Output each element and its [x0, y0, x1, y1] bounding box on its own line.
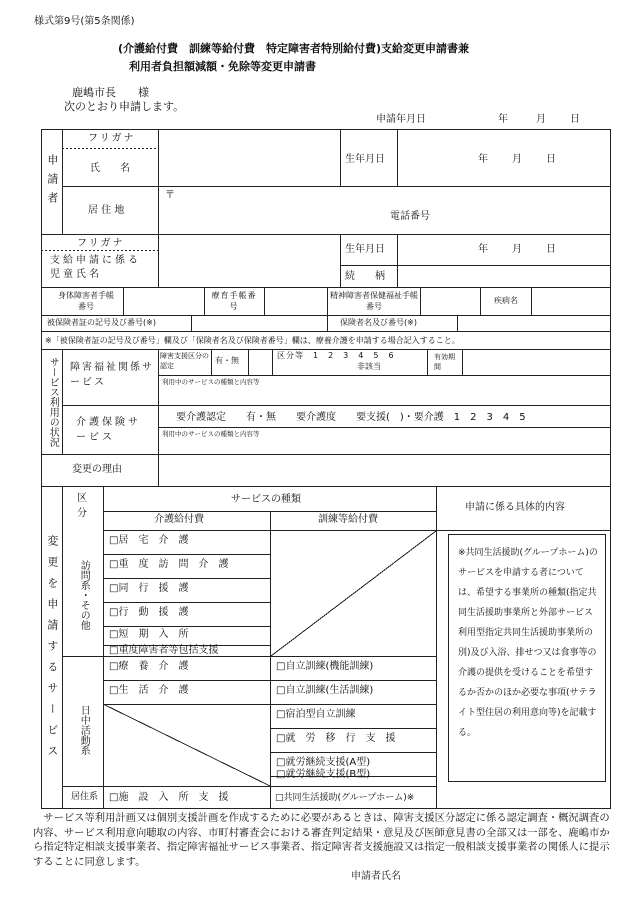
- care-benefits-header: 介護給付費: [154, 514, 204, 525]
- service-item-life-training[interactable]: □自立訓練(生活訓練): [276, 685, 374, 696]
- application-year: 年: [498, 114, 508, 125]
- care-certification-row: 要介護認定 有・無 要介護度 要支援( )・要介護 1 2 3 4 5: [176, 412, 526, 423]
- intro-text: 次のとおり申請します。: [64, 100, 185, 113]
- physical-cert-label: 身体障害者手帳番号: [58, 291, 114, 311]
- child-birthdate-label: 生年月日: [345, 244, 385, 255]
- service-item-daily-life-care[interactable]: □生 活 介 護: [109, 685, 189, 696]
- applicant-birth-year: 年: [478, 154, 488, 165]
- application-month: 月: [536, 114, 546, 125]
- child-birth-month: 月: [512, 244, 522, 255]
- details-header: 申請に係る具体的内容: [465, 502, 565, 513]
- service-item-comprehensive-support[interactable]: □重度障害者等包括支援: [109, 645, 219, 656]
- insurer-label: 保険者名及び番号(※): [340, 318, 417, 327]
- visit-group-label: 訪問系・その他: [78, 560, 90, 630]
- applicant-birth-month: 月: [512, 154, 522, 165]
- applicant-birth-day: 日: [546, 154, 556, 165]
- application-date-label: 申請年月日: [376, 114, 426, 125]
- disease-label: 疾病名: [494, 296, 518, 305]
- postal-mark: 〒: [165, 190, 175, 201]
- child-name-label: 支給申請に係る児童氏名: [50, 255, 141, 280]
- service-item-lodging-training[interactable]: □宿泊型自立訓練: [276, 709, 356, 720]
- applicant-furigana-label: フリガナ: [88, 133, 136, 144]
- disability-cert-label: 障害支援区分の認定: [160, 352, 209, 370]
- disability-current-services: 利用中のサービスの種類と内容等: [162, 378, 260, 386]
- child-furigana-label: フリガナ: [77, 238, 125, 249]
- service-item-facility-support[interactable]: □施 設 入 所 支 援: [109, 792, 229, 803]
- service-status-side-label: サービス利用の状況: [47, 357, 59, 447]
- change-services-side-label: 変更を申請するサービス: [45, 534, 59, 766]
- service-item-employment-transition[interactable]: □就 労 移 行 支 援: [276, 733, 396, 744]
- group-home-note: ※共同生活援助(グループホーム)のサービスを申請する者については、希望する事業所の種類(指定共同生活援助事業所と外部サービス利用型指定共同生活援助事業所の別)及び入浴、排せつ又は食事等の介護の提供を受けることを希望するか否かのほか必要な事項(サテライト型住居の利用意向等)を記載する。: [448, 534, 606, 782]
- applicant-side-label: 申請者: [45, 153, 59, 211]
- service-item-functional-training[interactable]: □自立訓練(機能訓練): [276, 661, 374, 672]
- disability-classes: 区分等 1 2 3 4 5 6: [277, 351, 395, 360]
- mental-cert-label: 精神障害者保健福祉手帳番号: [330, 291, 418, 311]
- service-item-medical-care[interactable]: □療 養 介 護: [109, 661, 189, 672]
- change-reason-label: 変更の理由: [72, 464, 122, 475]
- service-item-short-stay[interactable]: □短 期 入 所: [109, 629, 189, 640]
- applicant-birthdate-label: 生年月日: [345, 154, 385, 165]
- service-item-severe-visit-care[interactable]: □重 度 訪 問 介 護: [109, 559, 229, 570]
- day-group-label: 日中活動系: [78, 705, 90, 755]
- service-item-group-home[interactable]: □共同生活援助(グループホーム)※: [275, 793, 415, 803]
- training-benefits-header: 訓練等給付費: [318, 514, 378, 525]
- service-item-home-care[interactable]: □居 宅 介 護: [109, 535, 189, 546]
- child-relation-label: 続 柄: [345, 271, 385, 282]
- division-header: 区分: [77, 493, 87, 519]
- care-insurance-label: 介護保険サービス: [76, 417, 141, 443]
- disability-yes-no: 有・無: [215, 356, 239, 365]
- care-current-services: 利用中のサービスの種類と内容等: [162, 430, 260, 438]
- disability-not-applicable: 非該当: [357, 362, 381, 371]
- addressee: 鹿嶋市長 様: [72, 86, 149, 99]
- validity-period-label: 有効期間: [434, 353, 455, 371]
- signature-label: 申請者氏名: [351, 871, 401, 882]
- service-item-accompany-support[interactable]: □同 行 援 護: [109, 583, 189, 594]
- service-item-employment-b[interactable]: □就労継続支援(B型): [276, 769, 371, 780]
- insured-number-label: 被保険者証の記号及び番号(※): [47, 318, 156, 327]
- form-number: 様式第9号(第5条関係): [34, 16, 135, 27]
- service-item-employment-a[interactable]: □就労継続支援(A型): [276, 757, 371, 768]
- applicant-phone-label: 電話番号: [390, 211, 430, 222]
- insurance-note: ※「被保険者証の記号及び番号」欄及び「保険者名及び保険者番号」欄は、療養介護を申請する場合記入すること。: [45, 336, 460, 345]
- applicant-address-label: 居 住 地: [88, 205, 125, 216]
- consent-text: サービス等利用計画又は個別支援計画を作成するために必要があるときは、障害支援区分認定に係る認定調査・概況調査の内容、サービス利用意向聴取の内容、市町村審査会における審査判定結果・意見及び医師意見書の全部又は一部を、鹿嶋市から指定特定相談支援事業者、指定障害福祉サービス事業者、指定障害者支援施設又は指定一般相談支援事業者の関係人に提示することに同意します。: [33, 812, 610, 868]
- service-item-behavior-support[interactable]: □行 動 援 護: [109, 607, 189, 618]
- form-title-line1: (介護給付費 訓練等給付費 特定障害者特別給付費)支給変更申請書兼: [118, 42, 470, 55]
- application-day: 日: [570, 114, 580, 125]
- service-types-header: サービスの種類: [231, 494, 301, 505]
- child-birth-year: 年: [478, 244, 488, 255]
- form-title-line2: 利用者負担額減額・免除等変更申請書: [129, 60, 316, 73]
- child-birth-day: 日: [546, 244, 556, 255]
- living-group-label: 居住系: [71, 792, 99, 802]
- applicant-name-label: 氏 名: [90, 163, 130, 174]
- disability-service-label: 障害福祉関係サービス: [70, 362, 154, 388]
- rehab-cert-label: 療育手帳番号: [211, 291, 257, 311]
